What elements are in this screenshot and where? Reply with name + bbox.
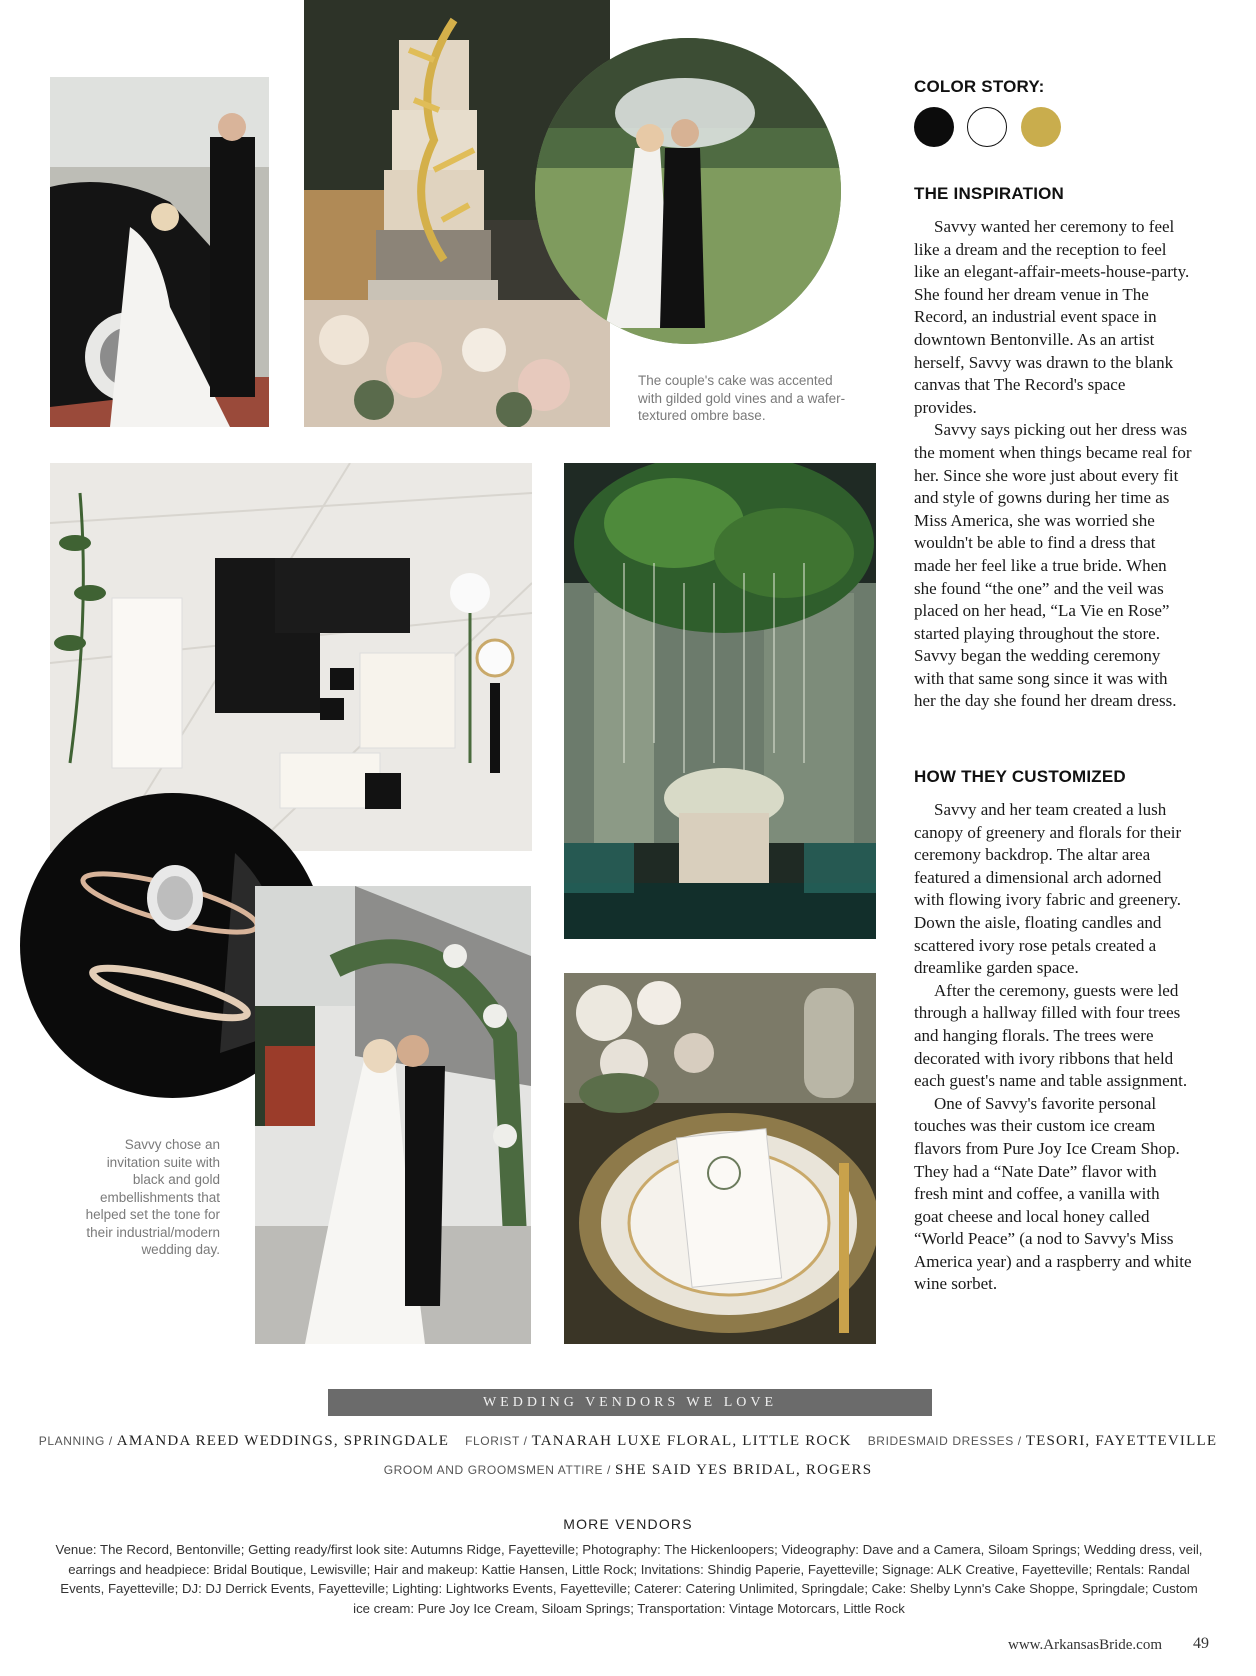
vendor-role: PLANNING /	[38, 1434, 113, 1448]
photo-invitation-suite	[50, 463, 532, 851]
photo-couple-kiss	[255, 886, 531, 1344]
vendor-name: TESORI, FAYETTEVILLE	[1025, 1433, 1218, 1449]
color-story-title: COLOR STORY:	[914, 77, 1045, 96]
vendor-name: TANARAH LUXE FLORAL, LITTLE ROCK	[531, 1433, 852, 1449]
caption-cake: The couple's cake was accented with gilded gold vines and a wafer-textured ombre base.	[638, 373, 846, 423]
vendor-name: AMANDA REED WEDDINGS, SPRINGDALE	[116, 1433, 450, 1449]
photo-table-setting	[564, 973, 876, 1344]
customized-paragraph: One of Savvy's favorite personal touches was their custom ice cream flavors from Pure Joy Ice Cream Shop. They had a “Nate Date” flavor with fresh mint and coffee, a vanilla with goat cheese and local honey called “World Peace” (a nod to Savvy's Miss America year) and a raspberry and white wine sorbet.	[914, 1093, 1192, 1294]
vendor-name: SHE SAID YES BRIDAL, ROGERS	[614, 1462, 873, 1478]
photo-vintage-car-arrival	[50, 77, 269, 427]
vendor-role: GROOM AND GROOMSMEN ATTIRE /	[383, 1463, 611, 1477]
caption-invitation: Savvy chose an invitation suite with black and gold embellishments that helped set the tone for their industrial/modern wedding day.	[85, 1137, 220, 1257]
footer-website: www.ArkansasBride.com	[1008, 1637, 1162, 1653]
inspiration-paragraph: Savvy wanted her ceremony to feel like a dream and the reception to feel like an elegant-affair-meets-house-party. She found her dream venue in The Record, an industrial event space in downtown Bentonville. As an artist herself, Savvy was drawn to the blank canvas that The Record's space provides.	[914, 217, 1190, 417]
color-swatch-black	[914, 107, 954, 147]
customized-body	[914, 799, 1192, 1296]
vendors-line-2	[0, 1461, 1256, 1479]
inspiration-heading: THE INSPIRATION	[914, 184, 1065, 203]
vendors-line-1	[0, 1432, 1256, 1450]
color-swatch-gold	[1021, 107, 1061, 147]
vendor-role: FLORIST /	[465, 1434, 528, 1448]
photo-ceremony-tree-backdrop	[564, 463, 876, 939]
color-swatch-white	[967, 107, 1007, 147]
page-number: 49	[1193, 1635, 1209, 1652]
customized-paragraph: Savvy and her team created a lush canopy of greenery and florals for their ceremony backdrop. The altar area featured a dimensional arch adorned with flowing ivory fabric and greenery. Down the aisle, floating candles and scattered ivory rose petals created a dreamlike garden space.	[914, 800, 1182, 978]
more-vendors-list: Venue: The Record, Bentonville; Getting ready/first look site: Autumns Ridge, Fayetteville; Photography: The Hickenloopers; Videography: Dave and a Camera, Siloam Springs; Wedding dress, veil, earrings and headpiece: Bridal Boutique, Lewisville; Hair and makeup: Kattie Hansen, Little Rock; Invitations: Shindig Paperie, Fayetteville; Signage: ALK Creative, Fayetteville; Rentals: Randal Events, Fayetteville; DJ: DJ Derrick Events, Fayetteville; Lighting: Lightworks Events, Fayetteville; Caterer: Catering Unlimited, Springdale; Cake: Shelby Lynn's Cake Shoppe, Springdale; Custom ice cream: Pure Joy Ice Cream, Siloam Springs; Transportation: Vintage Motorcars, Little Rock	[55, 1542, 1203, 1616]
customized-paragraph: After the ceremony, guests were led through a hallway filled with four trees and hanging florals. The trees were decorated with ivory ribbons that held each guest's name and table assignment.	[914, 980, 1188, 1091]
vendors-bar: WEDDING VENDORS WE LOVE	[328, 1389, 932, 1416]
customized-heading: HOW THEY CUSTOMIZED	[914, 767, 1126, 786]
inspiration-paragraph: Savvy says picking out her dress was the moment when things became real for her. Since she wore just about every fit and style of gowns during her time as Miss America, she was worried she wouldn't be able to find a dress that made her feel like a true bride. When she found “the one” and the veil was placed on her head, “La Vie en Rose” started playing throughout the store. Savvy began the wedding ceremony with that same song since it was with her the day she found her dream dress.	[914, 420, 1192, 711]
more-vendors-title: MORE VENDORS	[563, 1516, 693, 1532]
vendor-role: BRIDESMAID DRESSES /	[867, 1434, 1022, 1448]
inspiration-body	[914, 216, 1192, 713]
photo-couple-umbrella	[535, 38, 841, 344]
